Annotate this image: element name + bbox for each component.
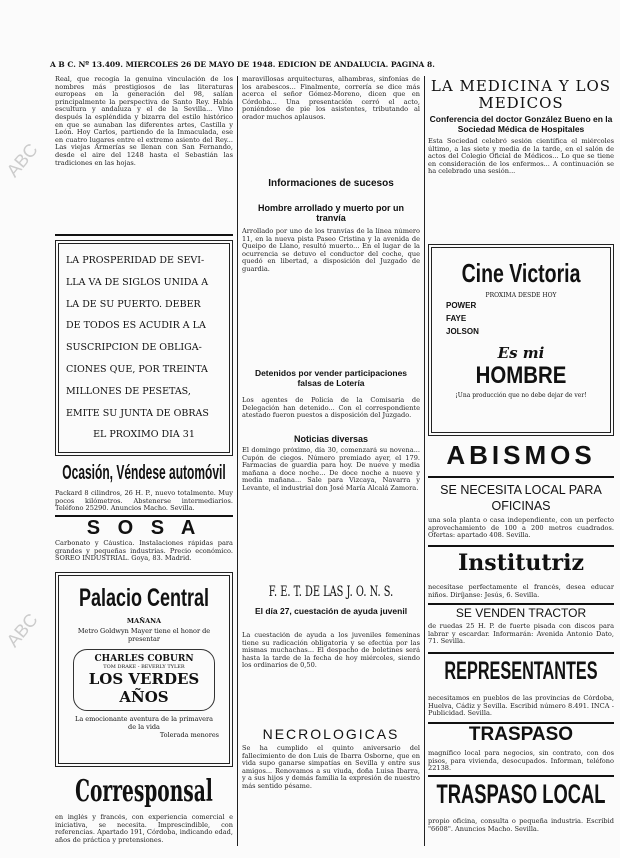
cine-star: JOLSON [446, 327, 479, 336]
watermark: ABC [2, 139, 42, 181]
abismos-title: ABISMOS [446, 440, 596, 470]
palacio-central-ad [55, 572, 233, 767]
ocasion-title: Ocasión, Véndese automóvil [62, 462, 226, 484]
cine-film-b: HOMBRE [475, 362, 567, 389]
detenidos-text: Los agentes de Policía de la Comisaría de Delegación han detenido... Con el correspondiente atestado fueron puestos a disposición del Juzgado. [242, 397, 420, 420]
ad-line: LLA VA DE SIGLOS UNIDA A [66, 276, 209, 288]
palacio-tagline: La emocionante aventura de la primavera de la vida [75, 715, 213, 731]
article-text: maravillosas arquitecturas, alhambras, sinfonías de los arabescos... Finalmente, correría se dice más acerca el señor Gómez-Moreno, dicen que en Córdoba... Una presentación cerró el acto, poniéndose de pie los asistentes, tributando al orador muchos aplausos. [242, 76, 420, 121]
medicina-title: LA MEDICINA Y LOS MEDICOS [430, 77, 612, 112]
ad-line: SUSCRIPCION DE OBLIGA- [66, 342, 202, 354]
palacio-title: Palacio Central [78, 584, 210, 612]
cine-film-a: Es mi [497, 344, 545, 362]
cine-subtitle: PROXIMA DESDE HOY [485, 292, 557, 299]
traspaso-local-text: propio oficina, consulta o pequeña industria. Escríbid "6608". Anuncios Macho. Sevilla. [428, 818, 614, 833]
sosa-text: Carbonato y Cáustica. Instalaciones rápidas para grandes y pequeñas industrias. Precio económico. SOREO INDUSTRIAL. Goya, 83. Madrid. [55, 540, 233, 563]
conferencia-title: Conferencia del doctor González Bueno en la Sociedad Médica de Hospitales [429, 114, 613, 134]
cine-victoria-ad [428, 244, 614, 436]
tractor-text: de ruedas 25 H. P. de fuerte pisada con discos para labrar y escardar. Informarán: Avenida Antonio Dato, 71. Sevilla. [428, 623, 614, 646]
ad-line: LA DE SU PUERTO. DEBER [66, 298, 201, 310]
ad-line: EMITE SU JUNTA DE OBRAS [66, 407, 209, 419]
corresponsal-title: Corresponsal [75, 774, 213, 809]
article-text: Real, que recogía la genuina vinculación de los nombres más prestigiosos de las literaturas europeas en la generación del 98, salían principalmente la perspectiva de Santo Rey. Había escultura y andaluza y el de la Sevilla... Vino después la espléndida y bizarra del estilo histórico en que se aunaban las diferentes artes, Castilla y León. Hoy Carlos, partiendo de la Inmaculada, ese en cuatro lugares entre el extremo asiento del Rey... Las viejas Armerías se llenan con San Fernando, desde el aire del 1248 hasta el Sebastián las tradiciones en las hojas. [55, 76, 233, 167]
cine-title: Cine Victoria [461, 258, 581, 288]
cine-tagline: ¡Una producción que no debe dejar de ver! [455, 392, 587, 399]
sucesos-subtitle: Hombre arrollado y muerto por un tranvía [257, 203, 405, 223]
traspaso-local-title: TRASPASO LOCAL [436, 779, 606, 809]
institutriz-text: necesítase perfectamente el francés, desea educar niños. Diríjanse: Jesús, 6. Sevilla. [428, 584, 614, 599]
palacio-cast: TOM DRAKE - BEVERLY TYLER [103, 664, 185, 670]
corresponsal-text: en inglés y francés, con experiencia comercial e iniciativa, se necesita. Imprescindible, con referencias. Apartado 191, Córdoba, indicando edad, años de práctica y pretensiones. [55, 814, 233, 844]
ocasion-text: Packard 8 cilindros, 26 H. P., nuevo totalmente. Muy pocos kilómetros. Abstenerse intermediarios. Teléfono 25290. Anuncios Macho. Sevilla. [55, 490, 233, 513]
palacio-stars: CHARLES COBURN [94, 654, 194, 664]
palacio-note: Tolerada menores [159, 731, 219, 739]
palacio-subtitle: MAÑANA [126, 617, 162, 625]
tractor-title: SE VENDEN TRACTOR [455, 606, 587, 620]
ad-line: EL PROXIMO DIA 31 [93, 429, 195, 441]
palacio-film: LOS VERDES AÑOS [88, 670, 200, 706]
prosperidad-ad [55, 240, 233, 456]
page-header: A B C. Nº 13.409. MIERCOLES 26 DE MAYO DE 1948. EDICION DE ANDALUCIA. PAGINA 8. [50, 60, 435, 69]
sucesos-title: Informaciones de sucesos [268, 178, 394, 189]
necrologicas-title: NECROLOGICAS [262, 726, 400, 742]
institutriz-title: Institutriz [458, 550, 584, 576]
ad-line: CIONES QUE, POR TREINTA [66, 363, 208, 375]
ad-line: MILLONES DE PESETAS, [66, 385, 191, 397]
traspaso-title: TRASPASO [468, 724, 574, 745]
noticias-title: Noticias diversas [293, 434, 369, 444]
sucesos-text: Arrollado por uno de los tranvías de la línea número 11, en la nueva pista Paseo Cristina y la avenida de Queipo de Llano, resultó muerto... En el lugar de la ocurrencia se detuvo el conductor del coche, que quedó en libertad, a disposición del Juzgado de guardia. [242, 228, 420, 273]
ad-line: DE TODOS ES ACUDIR A LA [66, 320, 206, 332]
palacio-line: Metro Goldwyn Mayer tiene el honor de presentar [77, 627, 211, 643]
local-text: una sola planta o casa independiente, con un perfecto aprovechamiento de 100 a 200 metros cuadrados. Ofertas: apartado 408. Sevilla. [428, 517, 614, 540]
sosa-title: S O S A [86, 517, 202, 539]
necrologicas-text: Se ha cumplido el quinto aniversario del fallecimiento de don Luis de Ibarra Osborne, que en vida supo ganarse simpatías en Sevilla y entre sus amigos... Renovamos a su viuda, doña Luisa Ibarra, y a sus hijos y demás familia la expresión de nuestro más sentido pésame. [242, 745, 420, 790]
cine-star: FAYE [446, 314, 467, 323]
representantes-text: necesitamos en pueblos de las provincias de Córdoba, Huelva, Cádiz y Sevilla. Escribid número 8.491. INCA - Publicidad. Sevilla. [428, 695, 614, 718]
watermark: ABC [2, 609, 42, 651]
traspaso-text: magnífico local para negocios, sin contrato, con dos pisos, para vivienda, desocupados. Informan, teléfono 22138. [428, 750, 614, 773]
conferencia-text: Esta Sociedad celebró sesión científica el miércoles último, a las siete y media de la tarde, en el salón de actos del Colegio Oficial de Médicos... Lo que se tiene en consideración de los enfermos... A continuación se ha celebrado una sesión... [428, 138, 614, 176]
fet-subtitle: El día 27, cuestación de ayuda juvenil [254, 606, 408, 616]
representantes-title: REPRESENTANTES [444, 657, 598, 685]
ad-line: LA PROSPERIDAD DE SEVI- [66, 255, 205, 266]
local-title: SE NECESITA LOCAL PARA OFICINAS [440, 483, 602, 513]
detenidos-title: Detenidos por vender participaciones falsas de Lotería [254, 368, 408, 388]
fet-text: La cuestación de ayuda a los juveniles femeninas tiene su radicación obligatoria y se efectúa por las mismas muchachas... El despacho de boletines será hasta la tarde de la fecha de hoy miércoles, siendo los ordinarios de 0,50. [242, 632, 420, 670]
cine-star: POWER [446, 301, 477, 310]
fet-title: F. E. T. DE LAS J. O. N. S. [268, 584, 394, 600]
noticias-text: El domingo próximo, día 30, comenzará su novena... Cupón de ciegos. Número premiado ayer, el 179. Farmacias de guardia para hoy. De nueve y media mañana a doce noche... De doce noche a nueve y media mañana... Sale para Vizcaya, Navarra y Levante, el industrial don José María Alcalá Zamora. [242, 447, 420, 492]
